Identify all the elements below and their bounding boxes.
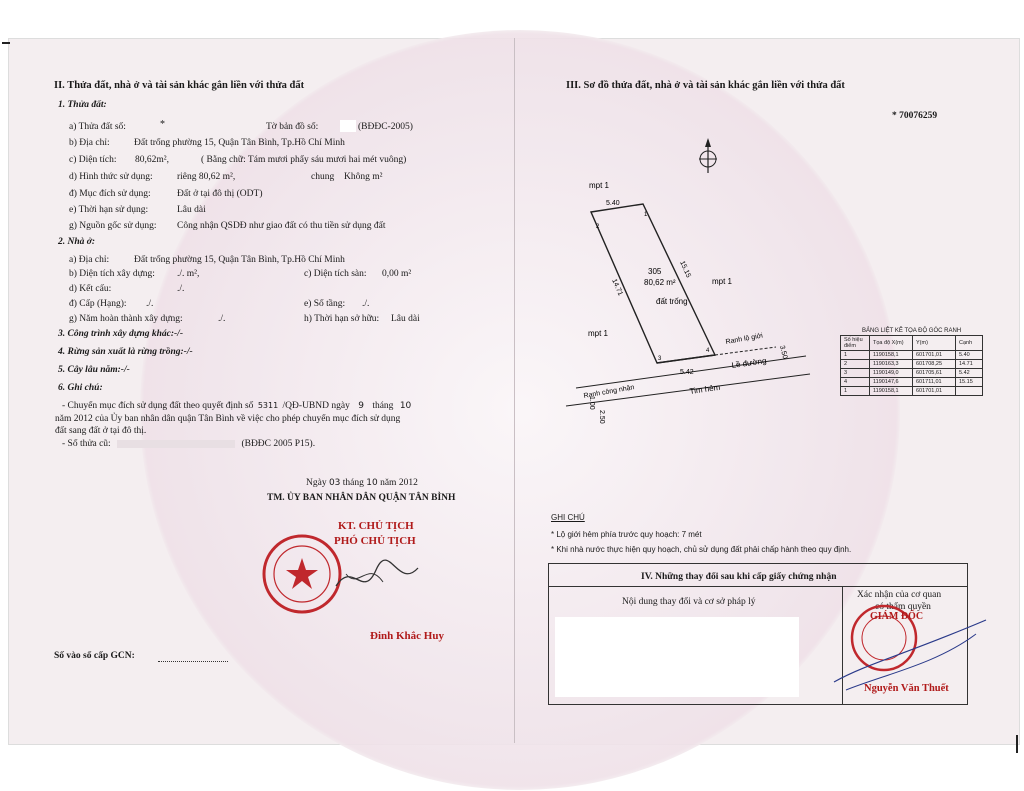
redaction-block (555, 617, 799, 697)
changes-col2-header-2: có thẩm quyền (875, 602, 931, 612)
dim-side: 3.50 (778, 344, 789, 360)
floor-area-label: c) Diện tích sàn: (304, 269, 367, 279)
structure-value: ./. (177, 284, 185, 294)
land-heading: 1. Thửa đất: (58, 100, 107, 110)
dim-right: 15.15 (678, 259, 692, 279)
official-seal-left (258, 530, 438, 620)
vertex-3: 3 (658, 356, 662, 362)
term-value: Lâu dài (177, 205, 206, 215)
purpose-label: đ) Mục đích sử dụng: (69, 189, 151, 199)
grade-label: đ) Cấp (Hạng): (69, 299, 127, 309)
build-area-value: ./. m², (177, 269, 200, 279)
mpt1-left-label: mpt 1 (588, 329, 609, 338)
signer-role-1: KT. CHỦ TỊCH (338, 520, 414, 532)
other-works-heading: 3. Công trình xây dựng khác:-/- (58, 329, 183, 339)
coord-header: Cạnh (956, 336, 983, 351)
signer-name: Đinh Khắc Huy (370, 630, 444, 642)
land-number-value: * (160, 119, 165, 130)
usage-common-label: chung (311, 172, 335, 182)
note-line-3: đất sang đất ở tại đô thị. (55, 426, 147, 436)
address-label: b) Địa chỉ: (69, 138, 110, 148)
note-line-1: - Chuyển mục đích sử dụng đất theo quyết định số 5311 /QĐ-UBND ngày 9 tháng 10 (62, 401, 412, 411)
usage-form-label: d) Hình thức sử dụng: (69, 172, 153, 182)
note-line-4: - Số thửa cũ: (BĐĐC 2005 P15). (62, 439, 316, 449)
dim-alley: 1.00 (588, 396, 595, 410)
year-built-label: g) Năm hoàn thành xây dựng: (69, 314, 183, 324)
dim-bottom: 5.42 (680, 369, 694, 376)
fold-line (514, 38, 515, 743)
parcel-map (540, 128, 840, 438)
coord-table (840, 335, 983, 396)
section-ii-title: II. Thửa đất, nhà ở và tài sản khác gắn liền với thửa đất (54, 80, 305, 91)
vertex-1: 1 (644, 212, 648, 218)
origin-label: g) Nguồn gốc sử dụng: (69, 221, 157, 231)
origin-value: Công nhận QSDĐ như giao đất có thu tiền sử dụng đất (177, 221, 386, 231)
floors-label: e) Số tầng: (304, 299, 346, 309)
road-boundary (715, 347, 776, 355)
house-heading: 2. Nhà ở: (58, 237, 96, 247)
coord-header: Tọa độ X(m) (870, 336, 913, 351)
map-sheet-value: (BĐĐC-2005) (358, 122, 413, 132)
table-row: 4 1190147,6 601711,01 15.15 (841, 378, 983, 387)
mpt1-top-label: mpt 1 (589, 181, 610, 190)
stamp-role: GIÁM ĐỐC (870, 611, 924, 622)
forest-heading: 4. Rừng sản xuất là rừng trồng:-/- (58, 347, 193, 357)
le-duong-label: Lề đường (731, 356, 768, 370)
changes-col1-header: Nội dung thay đổi và cơ sở pháp lý (622, 597, 756, 607)
term-label: e) Thời hạn sử dụng: (69, 205, 149, 215)
redaction (340, 120, 356, 132)
structure-label: d) Kết cấu: (69, 284, 112, 294)
usage-common-value: Không m² (344, 172, 383, 182)
ranh-cong-nhan-label: Ranh công nhận (583, 384, 635, 400)
lot-area: 80,62 m² (644, 278, 676, 287)
area-label: c) Diện tích: (69, 155, 117, 165)
stamp-name: Nguyễn Văn Thuết (864, 683, 949, 694)
floors-value: ./. (362, 299, 370, 309)
table-row: 2 1190163,3 601708,25 14.71 (841, 360, 983, 369)
lot-number: 305 (648, 267, 662, 276)
notes-heading: 6. Ghi chú: (58, 383, 103, 393)
road-edge-line (657, 355, 715, 363)
table-row: 1 1190158,1 601701,01 5.40 (841, 351, 983, 360)
changes-divider (548, 586, 967, 587)
perennial-heading: 5. Cây lâu năm:-/- (58, 365, 130, 375)
table-row: 3 1190149,0 601705,61 5.42 (841, 369, 983, 378)
tim-hem-label: Tim hẻm (689, 382, 721, 396)
serial-number: * 70076259 (892, 111, 938, 121)
floor-area-value: 0,00 m² (382, 269, 412, 279)
changes-title: IV. Những thay đổi sau khi cấp giấy chứng nhận (641, 572, 837, 582)
coord-header: Số hiệu điểm (841, 336, 870, 351)
signer-role-2: PHÓ CHỦ TỊCH (334, 535, 416, 547)
ownership-term-label: h) Thời hạn sở hữu: (304, 314, 380, 324)
land-number-label: a) Thửa đất số: (69, 122, 126, 132)
vertex-4: 4 (706, 348, 710, 354)
register-number-label: Số vào sổ cấp GCN: (54, 651, 135, 661)
issue-date: Ngày 03 tháng 10 năm 2012 (306, 478, 418, 488)
usage-private-value: riêng 80,62 m², (177, 172, 236, 182)
ownership-term-value: Lâu dài (391, 314, 420, 324)
year-built-value: ./. (218, 314, 226, 324)
north-arrow (699, 138, 717, 173)
register-number-line (158, 661, 228, 662)
dim-left: 14.71 (610, 277, 624, 297)
dim-alley-2: 2.50 (598, 410, 605, 424)
edge-mark (2, 42, 10, 44)
coord-table-title: BẢNG LIỆT KÊ TỌA ĐỘ GÓC RANH (862, 328, 962, 334)
build-area-label: b) Diện tích xây dựng: (69, 269, 155, 279)
ranh-lo-gioi-label: Ranh lộ giới (725, 332, 764, 346)
area-words: ( Bằng chữ: Tám mươi phẩy sáu mươi hai mét vuông) (201, 155, 407, 165)
grade-value: ./. (146, 299, 154, 309)
note-line-2: năm 2012 của Ủy ban nhân dân quận Tân Bình về việc cho phép chuyển mục đích sử dụng (55, 414, 401, 424)
coord-header: Y(m) (913, 336, 956, 351)
edge-mark (1016, 735, 1018, 753)
house-address-value: Đất trống phường 15, Quận Tân Bình, Tp.Hồ Chí Minh (134, 255, 345, 265)
vertex-2: 2 (596, 224, 600, 230)
purpose-value: Đất ở tại đô thị (ODT) (177, 189, 263, 199)
mpt1-right-label: mpt 1 (712, 277, 733, 286)
section-iii-title: III. Sơ đồ thửa đất, nhà ở và tài sản khác gắn liền với thửa đất (566, 80, 845, 91)
ghi-chu-title: GHI CHÚ (551, 513, 585, 522)
area-value: 80,62m², (135, 155, 169, 165)
table-row: 1 1190158,1 601701,01 (841, 387, 983, 396)
map-sheet-label: Tờ bản đồ số: (266, 122, 319, 132)
changes-col2-header-1: Xác nhận của cơ quan (857, 590, 942, 600)
house-address-label: a) Địa chỉ: (69, 255, 110, 265)
dim-top: 5.40 (606, 200, 620, 207)
signer-organization: TM. ỦY BAN NHÂN DÂN QUẬN TÂN BÌNH (267, 493, 456, 503)
ghi-chu-2: * Khi nhà nước thực hiện quy hoạch, chủ sử dụng đất phải chấp hành theo quy định. (551, 545, 852, 554)
address-value: Đất trống phường 15, Quận Tân Bình, Tp.Hồ Chí Minh (134, 138, 345, 148)
ghi-chu-1: * Lộ giới hẻm phía trước quy hoạch: 7 mét (551, 530, 702, 539)
lot-land-type: đất trống (656, 297, 688, 306)
